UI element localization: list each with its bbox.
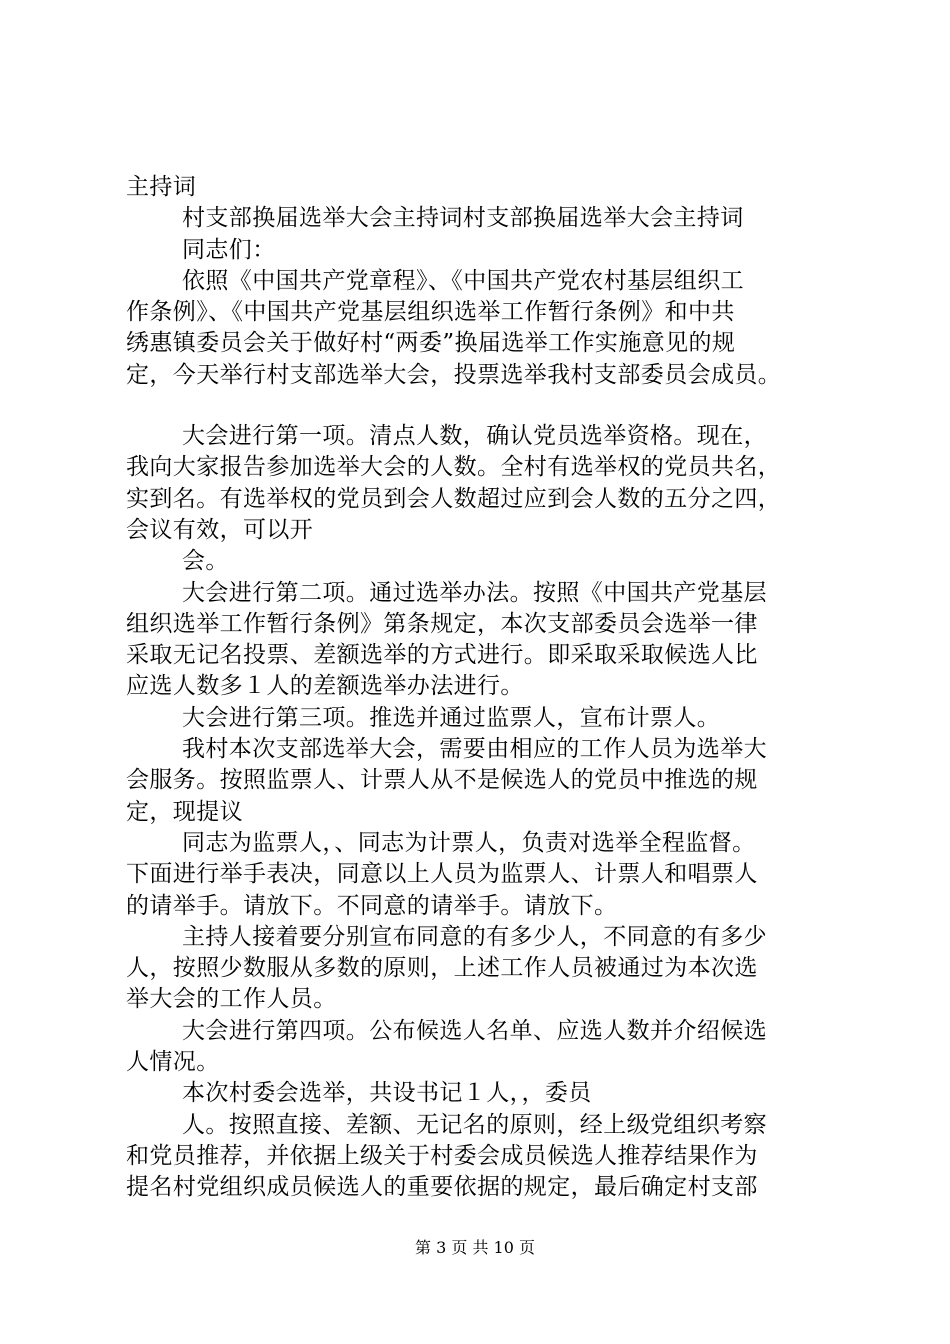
- paragraph-line: 组织选举工作暂行条例》第条规定，本次支部委员会选举一律: [126, 610, 758, 637]
- paragraph-line: 会。: [182, 548, 229, 575]
- paragraph-line: 本次村委会选举，共设书记１人，，委员: [182, 1080, 592, 1107]
- paragraph-line: 应选人数多１人的差额选举办法进行。: [126, 673, 524, 700]
- paragraph-line: 人情况。: [126, 1049, 220, 1076]
- paragraph-line: 大会进行第一项。清点人数，确认党员选举资格。现在，: [182, 423, 767, 450]
- paragraph-line: 人。按照直接、差额、无记名的原则，经上级党组织考察: [182, 1111, 767, 1138]
- paragraph-line: 的请举手。请放下。不同意的请举手。请放下。: [126, 892, 618, 919]
- paragraph-line: 主持人接着要分别宣布同意的有多少人，不同意的有多少: [182, 923, 767, 950]
- paragraph-line: 定，现提议: [126, 798, 243, 825]
- paragraph-line: 会服务。按照监票人、计票人从不是候选人的党员中推选的规: [126, 767, 758, 794]
- document-title: 主持词: [126, 174, 197, 200]
- paragraph-line: 采取无记名投票、差额选举的方式进行。即采取采取候选人比: [126, 642, 758, 669]
- paragraph-line: 提名村党组织成员候选人的重要依据的规定，最后确定村支部: [126, 1174, 758, 1201]
- page-footer: 第 3 页 共 10 页: [415, 1238, 535, 1257]
- paragraph-line: 下面进行举手表决，同意以上人员为监票人、计票人和唱票人: [126, 861, 758, 888]
- paragraph-line: 定，今天举行村支部选举大会，投票选举我村支部委员会成员。: [126, 361, 782, 388]
- document-body: [126, 172, 836, 1204]
- paragraph-line: 绣惠镇委员会关于做好村“两委”换届选举工作实施意见的规: [126, 330, 736, 357]
- paragraph-line: 大会进行第二项。通过选举办法。按照《中国共产党基层: [182, 579, 767, 606]
- paragraph-line: 依照《中国共产党章程》、《中国共产党农村基层组织工: [182, 267, 744, 294]
- paragraph-line: 我向大家报告参加选举大会的人数。全村有选举权的党员共名，: [126, 454, 782, 481]
- paragraph-line: 村支部换届选举大会主持词村支部换届选举大会主持词: [182, 205, 744, 232]
- paragraph-line: 同志们：: [182, 236, 276, 263]
- paragraph-line: 大会进行第三项。推选并通过监票人，宣布计票人。: [182, 704, 721, 731]
- paragraph-line: 人，按照少数服从多数的原则，上述工作人员被通过为本次选: [126, 955, 758, 982]
- paragraph-line: 同志为监票人，、同志为计票人，负责对选举全程监督。: [182, 829, 756, 856]
- paragraph-line: 举大会的工作人员。: [126, 986, 337, 1013]
- paragraph-line: 作条例》、《中国共产党基层组织选举工作暂行条例》和中共: [126, 299, 735, 326]
- blank-line: [126, 391, 836, 421]
- paragraph-line: 实到名。有选举权的党员到会人数超过应到会人数的五分之四，: [126, 485, 782, 512]
- paragraph-line: 会议有效，可以开: [126, 516, 314, 543]
- paragraph-line: 我村本次支部选举大会，需要由相应的工作人员为选举大: [182, 736, 767, 763]
- paragraph-line: 大会进行第四项。公布候选人名单、应选人数并介绍候选: [182, 1017, 767, 1044]
- paragraph-line: 和党员推荐，并依据上级关于村委会成员候选人推荐结果作为: [126, 1142, 758, 1169]
